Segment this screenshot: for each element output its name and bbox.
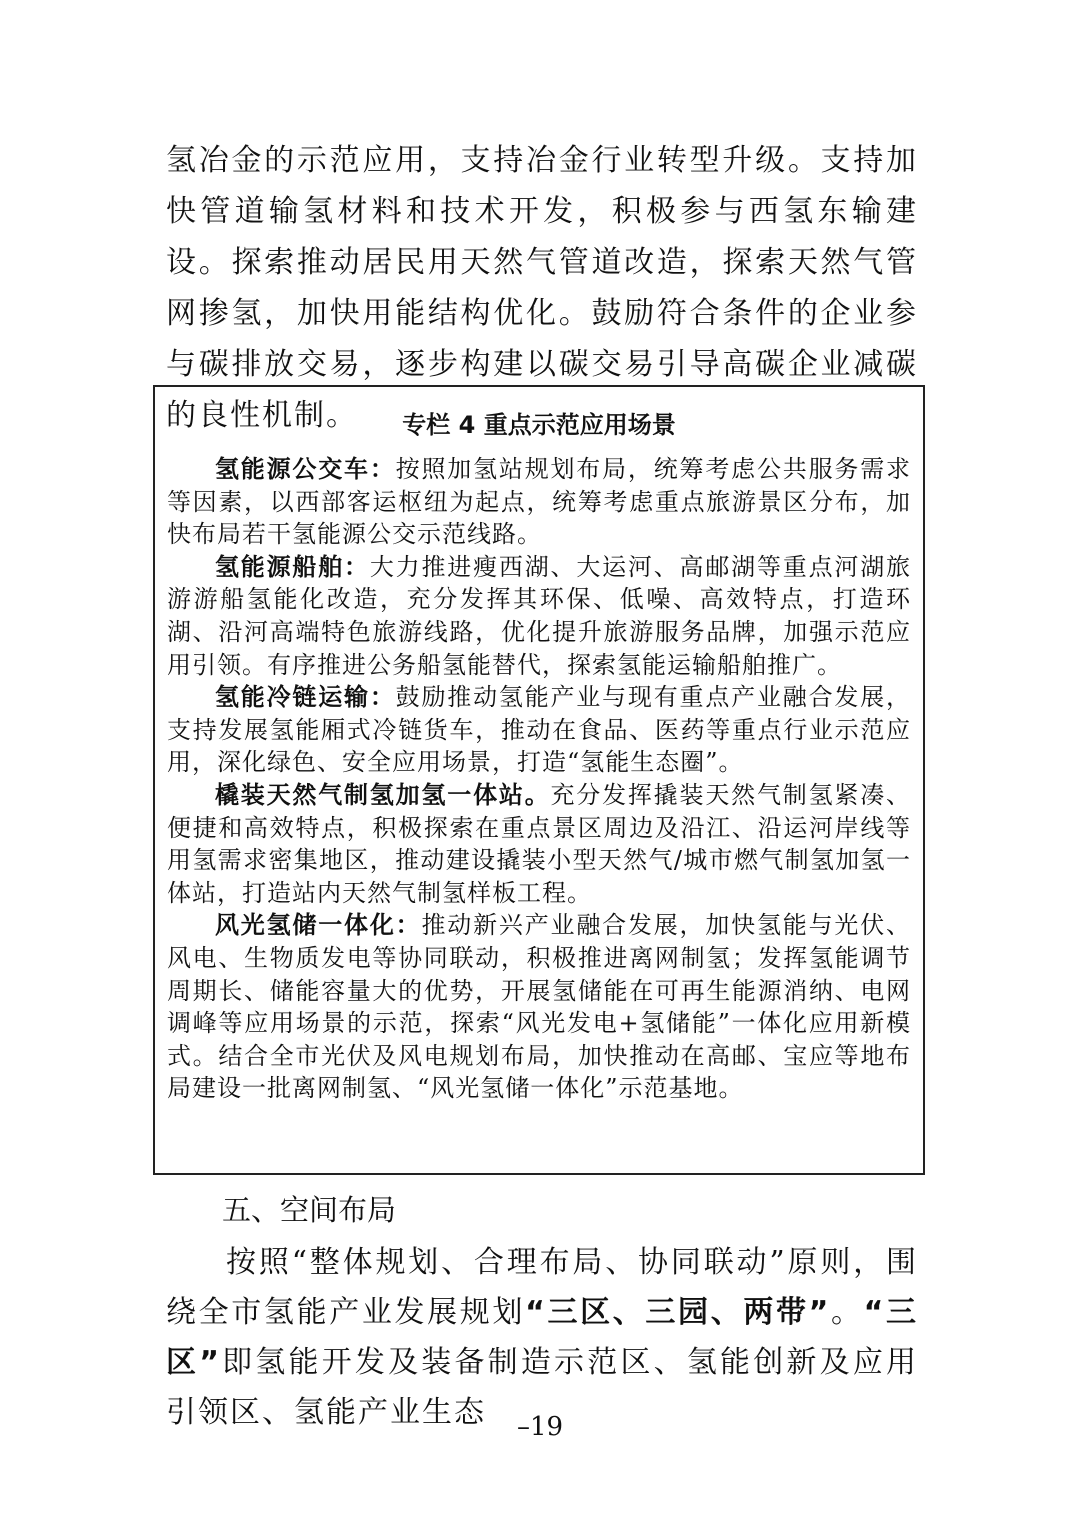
feature-item-text: 充分发挥撬装天然气制氢紧凑、便捷和高效特点，积极探索在重点景区周边及沿江、沿运河岸线等用氢需求密集地区，推动建设撬装小型天然气/城市燃气制氢加氢一体站，打造站内天然气制氢样板工程。: [167, 780, 911, 907]
feature-item-cold-chain: [167, 681, 911, 779]
feature-item-lead: 氢能源船舶：: [215, 552, 370, 581]
feature-item-text: 按照加氢站规划布局，统筹考虑公共服务需求等因素，以西部客运枢纽为起点，统筹考虑重点旅游景区分布，加快布局若干氢能源公交示范线路。: [167, 455, 912, 549]
outro-text: 。: [830, 1295, 864, 1330]
section-heading: 五、空间布局: [222, 1193, 397, 1227]
outro-text: 按照“整体规划、合理布局、协同联动”原则，围绕全市氢能产业发展规划: [166, 1245, 918, 1330]
feature-item-lead: 橇装天然气制氢加氢一体站。: [215, 780, 551, 809]
outro-bold-text: “三区、三园、两带”: [525, 1295, 831, 1330]
page-number: –19: [516, 1412, 564, 1442]
feature-box: [153, 385, 925, 1175]
feature-item-hydrogen-ship: [167, 551, 911, 681]
intro-paragraph: 氢冶金的示范应用，支持冶金行业转型升级。支持加快管道输氢材料和技术开发，积极参与西氢东输建设。探索推动居民用天然气管道改造，探索天然气管网掺氢，加快用能结构优化。鼓励符合条件的企业参与碳排放交易，逐步构建以碳交易引导高碳企业减碳的良性机制。: [166, 143, 918, 433]
outro-paragraph: [166, 1238, 918, 1438]
outro-bold-text: “三区”: [166, 1295, 919, 1380]
feature-item-lead: 氢能源公交车：: [215, 455, 396, 483]
feature-item-text: 大力推进瘦西湖、大运河、高邮湖等重点河湖旅游游船氢能化改造，充分发挥其环保、低噪、高效特点，打造环湖、沿河高端特色旅游线路，优化提升旅游服务品牌，加强示范应用引领。有序推进公务船氢能替代，探索氢能运输船舶推广。: [167, 552, 912, 679]
feature-box-title: 专栏 4 重点示范应用场景: [402, 411, 676, 439]
feature-item-hydrogen-bus: [167, 453, 911, 551]
feature-item-text: 推动新兴产业融合发展，加快氢能与光伏、风电、生物质发电等协同联动，积极推进离网制氢；发挥氢能调节周期长、储能容量大的优势，开展氢储能在可再生能源消纳、电网调峰等应用场景的示范，探索“风光发电+氢储能”一体化应用新模式。结合全市光伏及风电规划布局，加快推动在高邮、宝应等地布局建设一批离网制氢、“风光氢储一体化”示范基地。: [167, 911, 912, 1103]
feature-item-text: 鼓励推动氢能产业与现有重点产业融合发展，支持发展氢能厢式冷链货车，推动在食品、医药等重点行业示范应用，深化绿色、安全应用场景，打造“氢能生态圈”。: [167, 683, 912, 777]
feature-item-lead: 氢能冷链运输：: [215, 683, 396, 712]
feature-item-wind-solar-storage: [167, 909, 911, 1105]
outro-text: 即氢能开发及装备制造示范区、氢能创新及应用引领区、氢能产业生态: [166, 1345, 919, 1430]
feature-item-lead: 风光氢储一体化：: [215, 911, 422, 940]
feature-item-skid-station: [167, 779, 911, 909]
